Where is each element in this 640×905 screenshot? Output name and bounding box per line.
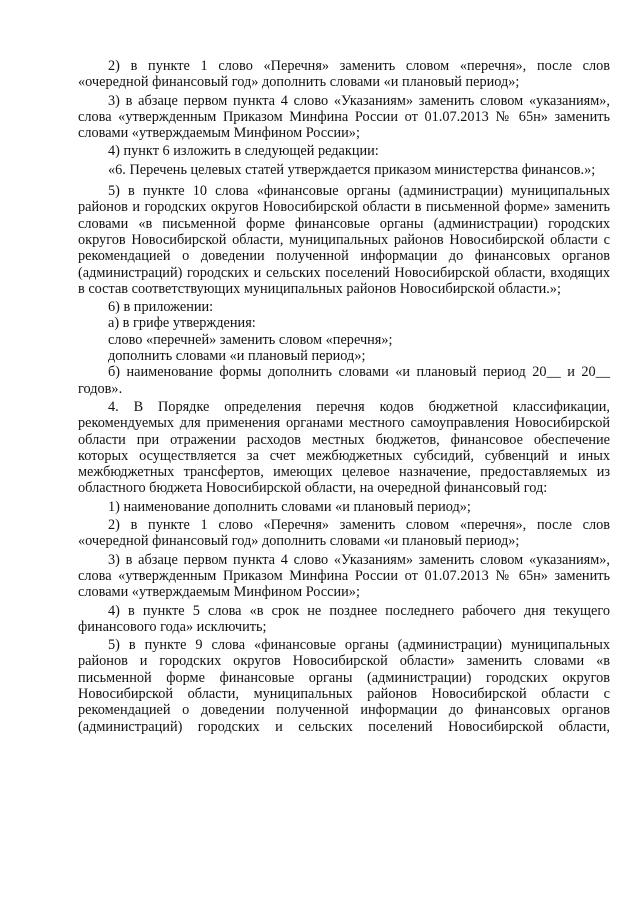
paragraph-16: 5) в пункте 9 слова «финансовые органы (администрации) муниципальных районов и городских округов Новосибирской области» заменить словами «в письменной форме финансовые органы (администрации) городских округов Новосибирской области, муниципальных районов Новосибирской области с рекомендацией о доведении полученной информации до финансовых органов (администраций) городских и сельских поселений Новосибирской области, bbox=[78, 637, 610, 735]
paragraph-8: слово «перечней» заменить словом «перечня»; bbox=[108, 331, 393, 348]
paragraph-9: дополнить словами «и плановый период»; bbox=[108, 348, 366, 365]
paragraph-3: 4) пункт 6 изложить в следующей редакции: bbox=[108, 143, 379, 160]
paragraph-15: 4) в пункте 5 слова «в срок не позднее последнего рабочего дня текущего финансового года» исключить; bbox=[78, 602, 610, 635]
paragraph-14: 3) в абзаце первом пункта 4 слово «Указаниям» заменить словом «указаниям», слова «утвержденным Приказом Минфина России от 01.07.2013 № 65н» заменить словами «утверждаемым Минфином России»; bbox=[78, 551, 610, 601]
paragraph-12: 1) наименование дополнить словами «и плановый период»; bbox=[108, 498, 471, 515]
document-page bbox=[78, 58, 610, 737]
paragraph-7: а) в грифе утверждения: bbox=[108, 315, 256, 332]
paragraph-13: 2) в пункте 1 слово «Перечня» заменить словом «перечня», после слов «очередной финансовый год» дополнить словами «и плановый период»; bbox=[78, 517, 610, 550]
paragraph-5: 5) в пункте 10 слова «финансовые органы (администрации) муниципальных районов и городских округов Новосибирской области в письменной форме» заменить словами «в письменной форме финансовые органы (администрации) городских округов Новосибирской области, муниципальных районов Новосибирской области с рекомендацией о доведении полученной информации до финансовых органов (администраций) городских и сельских поселений Новосибирской области, входящих в состав соответствующих муниципальных районов Новосибирской области.»; bbox=[78, 183, 610, 297]
paragraph-1: 2) в пункте 1 слово «Перечня» заменить словом «перечня», после слов «очередной финансовый год» дополнить словами «и плановый период»; bbox=[78, 58, 610, 91]
paragraph-10: б) наименование формы дополнить словами «и плановый период 20__ и 20__ годов». bbox=[78, 364, 610, 397]
paragraph-4: «6. Перечень целевых статей утверждается приказом министерства финансов.»; bbox=[108, 161, 596, 178]
paragraph-6: 6) в приложении: bbox=[108, 299, 214, 316]
paragraph-2: 3) в абзаце первом пункта 4 слово «Указаниям» заменить словом «указаниям», слова «утвержденным Приказом Минфина России от 01.07.2013 № 65н» заменить словами «утверждаемым Минфином России»; bbox=[78, 92, 610, 142]
paragraph-11: 4. В Порядке определения перечня кодов бюджетной классификации, рекомендуемых для применения органами местного самоуправления Новосибирской области при отражении расходов местных бюджетов, финансовое обеспечение которых осуществляется за счет межбюджетных субсидий, субвенций и иных межбюджетных трансфертов, имеющих целевое назначение, предоставляемых из областного бюджета Новосибирской области, на очередной финансовый год: bbox=[78, 398, 610, 497]
